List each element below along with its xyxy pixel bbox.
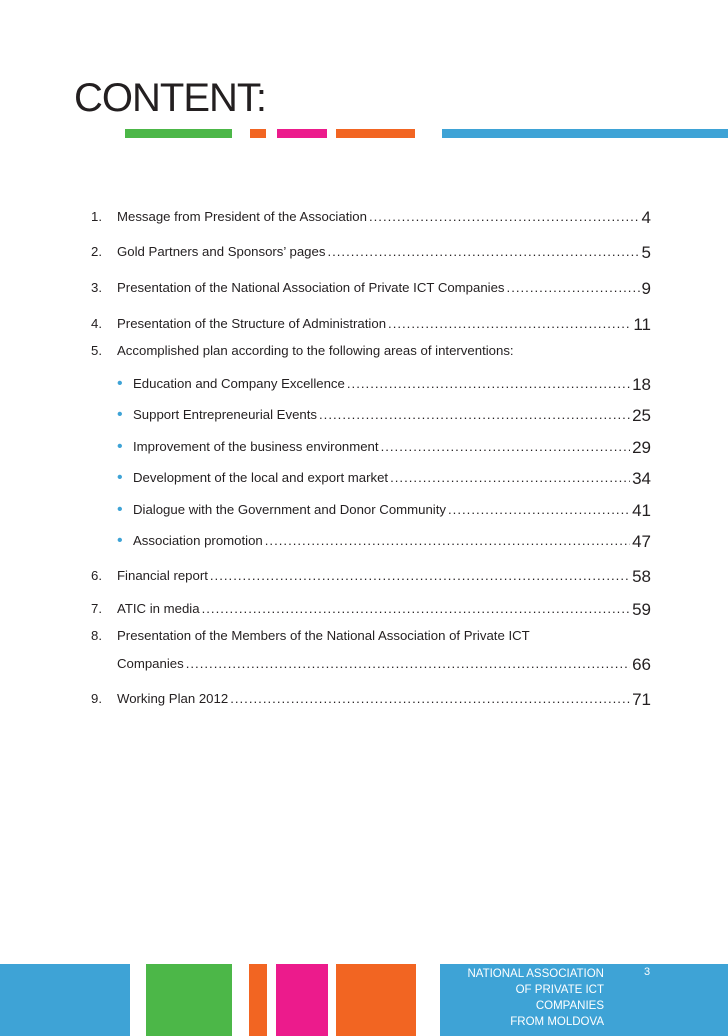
toc-item-page: 59 (632, 600, 651, 619)
toc-item-number: 5. (91, 343, 102, 358)
toc-item-label: Working Plan 2012 (117, 691, 229, 706)
bullet-icon: • (117, 406, 123, 423)
toc-item-number: 4. (91, 316, 102, 331)
toc-subitem-label: Association promotion (133, 533, 263, 548)
bullet-icon: • (117, 532, 123, 549)
toc-subitem[interactable] (117, 432, 651, 456)
toc-item-label: Presentation of the Members of the National Association of Private ICT (117, 628, 530, 643)
toc-item[interactable] (91, 594, 651, 618)
bullet-icon: • (117, 375, 123, 392)
toc-item[interactable] (91, 684, 651, 708)
bottom-bar-magenta (276, 964, 328, 1036)
toc-item[interactable] (91, 273, 651, 297)
bottom-bar-orange (336, 964, 416, 1036)
toc-leader-dots (448, 502, 630, 519)
toc-item-number: 6. (91, 568, 102, 583)
toc-leader-dots (202, 601, 631, 618)
toc-item-label: Message from President of the Association (117, 209, 367, 224)
footer-line: FROM MOLDOVA (510, 1016, 604, 1028)
toc-subitem-label: Development of the local and export market (133, 470, 389, 485)
top-bar-blue (442, 129, 728, 138)
toc-subitem-page: 41 (632, 501, 651, 520)
footer-line: OF PRIVATE ICT COMPANIES (515, 984, 604, 1012)
toc-subitem[interactable] (117, 495, 651, 519)
toc-leader-dots (186, 656, 630, 673)
bottom-bar-blue-left (0, 964, 130, 1036)
toc-leader-dots (319, 407, 630, 424)
toc-subitem-label: Support Entrepreneurial Events (133, 407, 318, 422)
toc-subitem-page: 47 (632, 532, 651, 551)
footer-line: NATIONAL ASSOCIATION (467, 968, 604, 980)
bullet-icon: • (117, 469, 123, 486)
footer-organization-name (448, 966, 604, 1030)
toc-subitem-label: Education and Company Excellence (133, 376, 345, 391)
toc-item-label: Gold Partners and Sponsors’ pages (117, 244, 326, 259)
toc-item[interactable] (91, 202, 651, 226)
toc-item-label: Presentation of the Structure of Administration (117, 316, 387, 331)
toc-item-page: 4 (641, 208, 651, 227)
toc-item-number: 2. (91, 244, 102, 259)
bullet-icon: • (117, 501, 123, 518)
top-bar-magenta (277, 129, 327, 138)
toc-leader-dots (507, 280, 640, 297)
toc-item-label: Financial report (117, 568, 208, 583)
toc-leader-dots (347, 376, 630, 393)
toc-subitem-label: Improvement of the business environment (133, 439, 379, 454)
toc-leader-dots (369, 209, 640, 226)
toc-item-page: 71 (632, 690, 651, 709)
toc-item-number: 7. (91, 601, 102, 616)
toc-subitem[interactable] (117, 463, 651, 487)
toc-leader-dots (210, 568, 630, 585)
toc-subitem-page: 25 (632, 406, 651, 425)
toc-subitem-page: 34 (632, 469, 651, 488)
toc-subitem[interactable] (117, 369, 651, 393)
toc-item-continuation[interactable] (117, 649, 651, 673)
toc-subitem-page: 29 (632, 438, 651, 457)
bottom-bar-green (146, 964, 232, 1036)
toc-subitem-page: 18 (632, 375, 651, 394)
toc-item[interactable] (91, 237, 651, 261)
toc-item-label: ATIC in media (117, 601, 200, 616)
toc-item-number: 9. (91, 691, 102, 706)
top-bar-orange-small (250, 129, 266, 138)
toc-item-label: Presentation of the National Association of Private ICT Companies (117, 280, 505, 295)
toc-item-page: 5 (641, 243, 651, 262)
top-bar-green (125, 129, 232, 138)
toc-item[interactable] (91, 309, 651, 333)
toc-leader-dots (388, 316, 631, 333)
toc-item-page: 11 (633, 315, 651, 334)
toc-subitem[interactable] (117, 526, 651, 550)
toc-item-page: 66 (632, 655, 651, 674)
toc-leader-dots (390, 470, 630, 487)
toc-subitem[interactable] (117, 400, 651, 424)
toc-item[interactable] (91, 561, 651, 585)
toc-leader-dots (327, 244, 639, 261)
toc-leader-dots (230, 691, 630, 708)
bottom-bar-orange-small (249, 964, 267, 1036)
toc-item-number: 8. (91, 628, 102, 643)
page-title: CONTENT: (74, 76, 266, 120)
toc-subitem-label: Dialogue with the Government and Donor Community (133, 502, 446, 517)
top-bar-orange (336, 129, 415, 138)
toc-item-page: 9 (641, 279, 651, 298)
toc-leader-dots (381, 439, 631, 456)
toc-item-number: 3. (91, 280, 102, 295)
bullet-icon: • (117, 438, 123, 455)
toc-item[interactable] (91, 621, 651, 645)
toc-leader-dots (265, 533, 630, 550)
toc-item-label-cont: Companies (117, 656, 184, 671)
toc-item[interactable] (91, 336, 651, 360)
page-number: 3 (644, 966, 651, 978)
toc-item-label: Accomplished plan according to the following areas of interventions: (117, 343, 514, 358)
toc-item-number: 1. (91, 209, 102, 224)
toc-item-page: 58 (632, 567, 651, 586)
